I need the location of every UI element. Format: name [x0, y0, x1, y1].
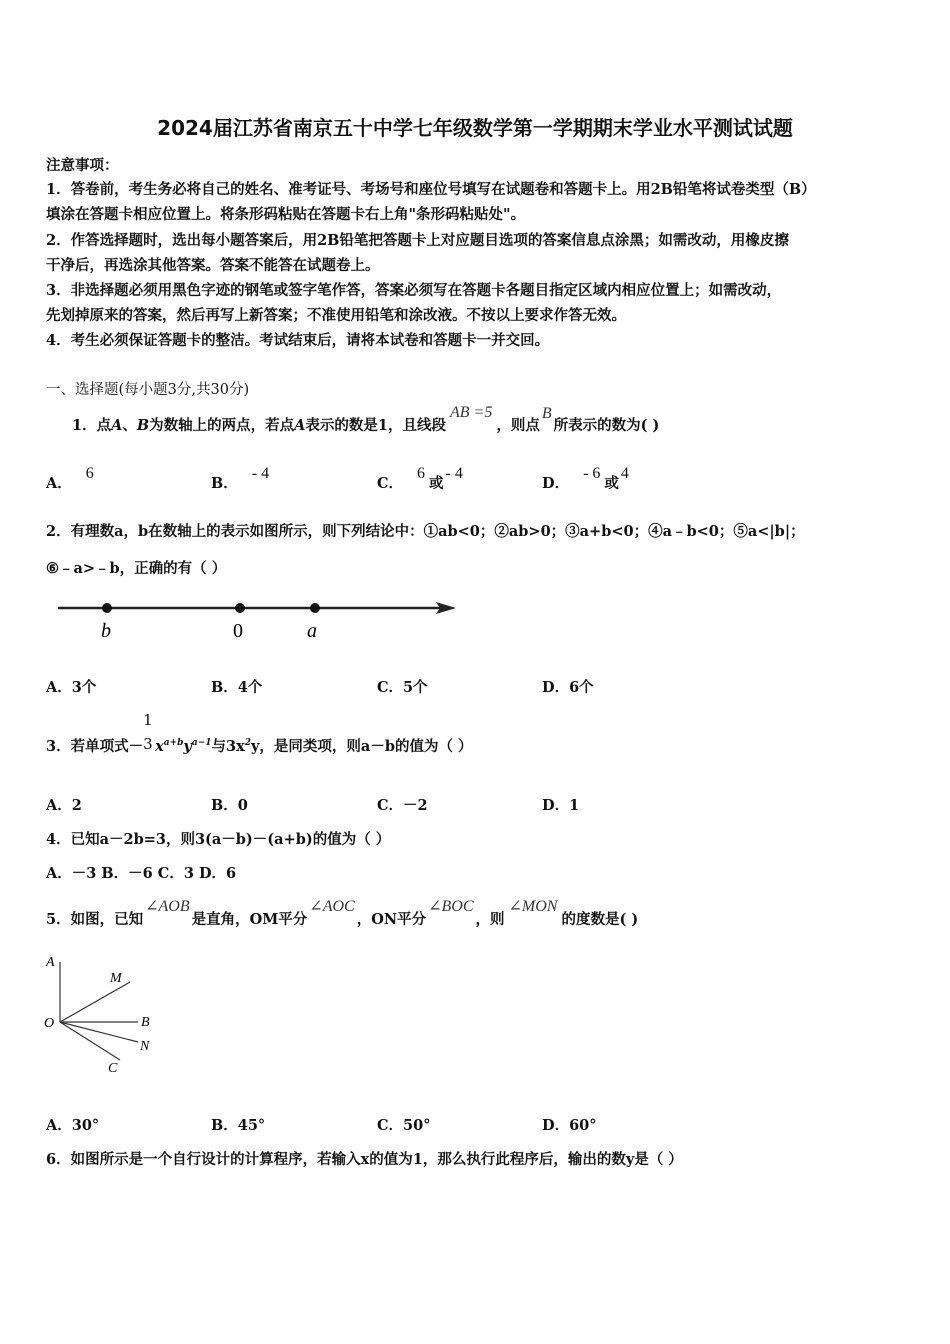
q1-point: B: [136, 417, 150, 434]
angle-aoc: ∠AOC: [309, 898, 355, 915]
point-a-dot: [310, 603, 320, 613]
notice-line: 4．考生必须保证答题卡的整洁。考试结束后，请将本试卷和答题卡一并交回。: [46, 332, 550, 349]
q3-text: 3．若单项式－: [46, 738, 144, 755]
q3-text: 与3x: [211, 738, 245, 755]
q3-exponent: 2: [244, 738, 251, 749]
ray-oc: [60, 1022, 120, 1060]
number-line-figure: [50, 592, 470, 648]
question-1: [72, 404, 660, 435]
q1-point-b: B: [541, 405, 552, 422]
label-o: O: [44, 1016, 55, 1031]
question-3: [46, 711, 473, 757]
option-label: C．: [377, 475, 404, 492]
q1-point: A: [111, 417, 123, 434]
q1-point: A: [294, 417, 306, 434]
option-value: 6: [85, 465, 94, 482]
question-4: 4．已知a－2b=3，则3(a－b)－(a+b)的值为（ ）: [46, 831, 391, 848]
page-title: 2024届江苏省南京五十中学七年级数学第一学期期末学业水平测试试题: [157, 116, 793, 140]
point-zero-dot: [235, 603, 245, 613]
q2-option-b[interactable]: B．4个: [211, 679, 263, 696]
q3-var-x: x: [155, 738, 164, 755]
option-label: B．: [211, 475, 238, 492]
notice-heading: 注意事项：: [46, 157, 119, 174]
fraction-denominator: 3: [143, 735, 153, 753]
label-m: M: [110, 971, 122, 986]
q2-option-a[interactable]: A．3个: [46, 679, 97, 696]
q4-options[interactable]: A．－3 B．－6 C．3 D．6: [46, 865, 237, 882]
ray-on: [60, 1022, 138, 1042]
q1-text: 1．点: [72, 417, 112, 434]
option-value: 4: [620, 465, 629, 482]
label-n: N: [140, 1039, 150, 1054]
angle-boc: ∠BOC: [428, 898, 474, 915]
option-value: - 6: [583, 465, 601, 482]
angle-aob: ∠AOB: [145, 898, 190, 915]
q1-option-b[interactable]: [211, 465, 270, 493]
fraction: [143, 711, 155, 757]
notice-line: 干净后，再选涂其他答案。答案不能答在试题卷上。: [46, 257, 380, 274]
option-or: 或: [429, 475, 444, 492]
notice-line: 3．非选择题必须用黑色字迹的钢笔或签字笔作答，答案必须写在答题卡各题目指定区域内相应位置上；如需改动，: [46, 282, 782, 299]
option-label: D．: [542, 475, 570, 492]
notice-line: 先划掉原来的答案，然后再写上新答案；不准使用铅笔和涂改液。不按以上要求作答无效。: [46, 307, 626, 324]
q3-text: y，是同类项，则a－b的值为（ ）: [251, 738, 473, 755]
q2-option-d[interactable]: D．6个: [542, 679, 594, 696]
q1-text: 所表示的数为( ): [553, 417, 660, 434]
label-b: B: [141, 1015, 150, 1030]
section-heading: 一、选择题(每小题3分,共30分): [46, 382, 250, 398]
notice-line: 1．答卷前，考生务必将自己的姓名、准考证号、考场号和座位号填写在试题卷和答题卡上。用2B铅笔将试卷类型（B）: [46, 181, 816, 198]
q3-var-y: y: [183, 738, 192, 755]
option-value: 6: [417, 465, 426, 482]
q1-expression: AB =5: [449, 404, 493, 421]
option-or: 或: [604, 475, 619, 492]
q1-option-c[interactable]: [377, 465, 463, 493]
question-5: [46, 898, 639, 929]
label-c: C: [108, 1061, 118, 1076]
q3-option-a[interactable]: A．2: [46, 797, 82, 814]
q3-exponent: a+b: [163, 738, 184, 749]
notice-line: 2．作答选择题时，选出每小题答案后，用2B铅笔把答题卡上对应题目选项的答案信息点涂黑；如需改动，用橡皮擦: [46, 232, 789, 249]
q3-option-c[interactable]: C．－2: [377, 797, 428, 814]
point-b-label: b: [101, 620, 111, 642]
question-2-line-2: ⑥﹣a>﹣b，正确的有（ ）: [46, 560, 227, 577]
notice-line: 填涂在答题卡相应位置上。将条形码粘贴在答题卡右上角"条形码粘贴处"。: [46, 206, 526, 223]
ray-om: [60, 982, 130, 1022]
q1-text: ，则点: [496, 417, 540, 434]
q1-text: 为数轴上的两点，若点: [149, 417, 295, 434]
option-label: A．: [46, 475, 72, 492]
q3-exponent: a−1: [191, 738, 212, 749]
q3-option-b[interactable]: B．0: [211, 797, 248, 814]
q5-option-c[interactable]: C．50°: [377, 1117, 431, 1134]
q5-option-b[interactable]: B．45°: [211, 1117, 266, 1134]
q1-option-a[interactable]: [46, 465, 94, 493]
q3-option-d[interactable]: D．1: [542, 797, 580, 814]
question-2-line-1: 2．有理数a，b在数轴上的表示如图所示，则下列结论中：①ab<0；②ab>0；③a+b<0；④a﹣b<0；⑤a<|b|；: [46, 523, 805, 540]
q5-text: 5．如图，已知: [46, 911, 144, 928]
q5-option-a[interactable]: A．30°: [46, 1117, 100, 1134]
option-value: - 4: [251, 465, 270, 482]
q5-text: 是直角，OM平分: [191, 911, 308, 928]
question-6: 6．如图所示是一个自行设计的计算程序，若输入x的值为1，那么执行此程序后，输出的数y是（ ）: [46, 1151, 683, 1168]
fraction-numerator: 1: [143, 711, 153, 729]
q1-text: 表示的数是1，且线段: [305, 417, 446, 434]
point-b-dot: [102, 603, 112, 613]
q5-text: 的度数是( ): [561, 911, 639, 928]
angle-figure: [40, 950, 170, 1080]
option-value: - 4: [445, 465, 463, 482]
q2-option-c[interactable]: C．5个: [377, 679, 428, 696]
point-a-label: a: [307, 620, 317, 642]
point-zero-label: 0: [233, 620, 243, 642]
q1-option-d[interactable]: [542, 465, 629, 493]
label-a: A: [46, 955, 55, 970]
angle-mon: ∠MON: [508, 898, 558, 915]
q5-text: ，则: [475, 911, 505, 928]
q1-text: 、: [122, 417, 137, 434]
q5-text: ，ON平分: [356, 911, 427, 928]
q5-option-d[interactable]: D．60°: [542, 1117, 597, 1134]
